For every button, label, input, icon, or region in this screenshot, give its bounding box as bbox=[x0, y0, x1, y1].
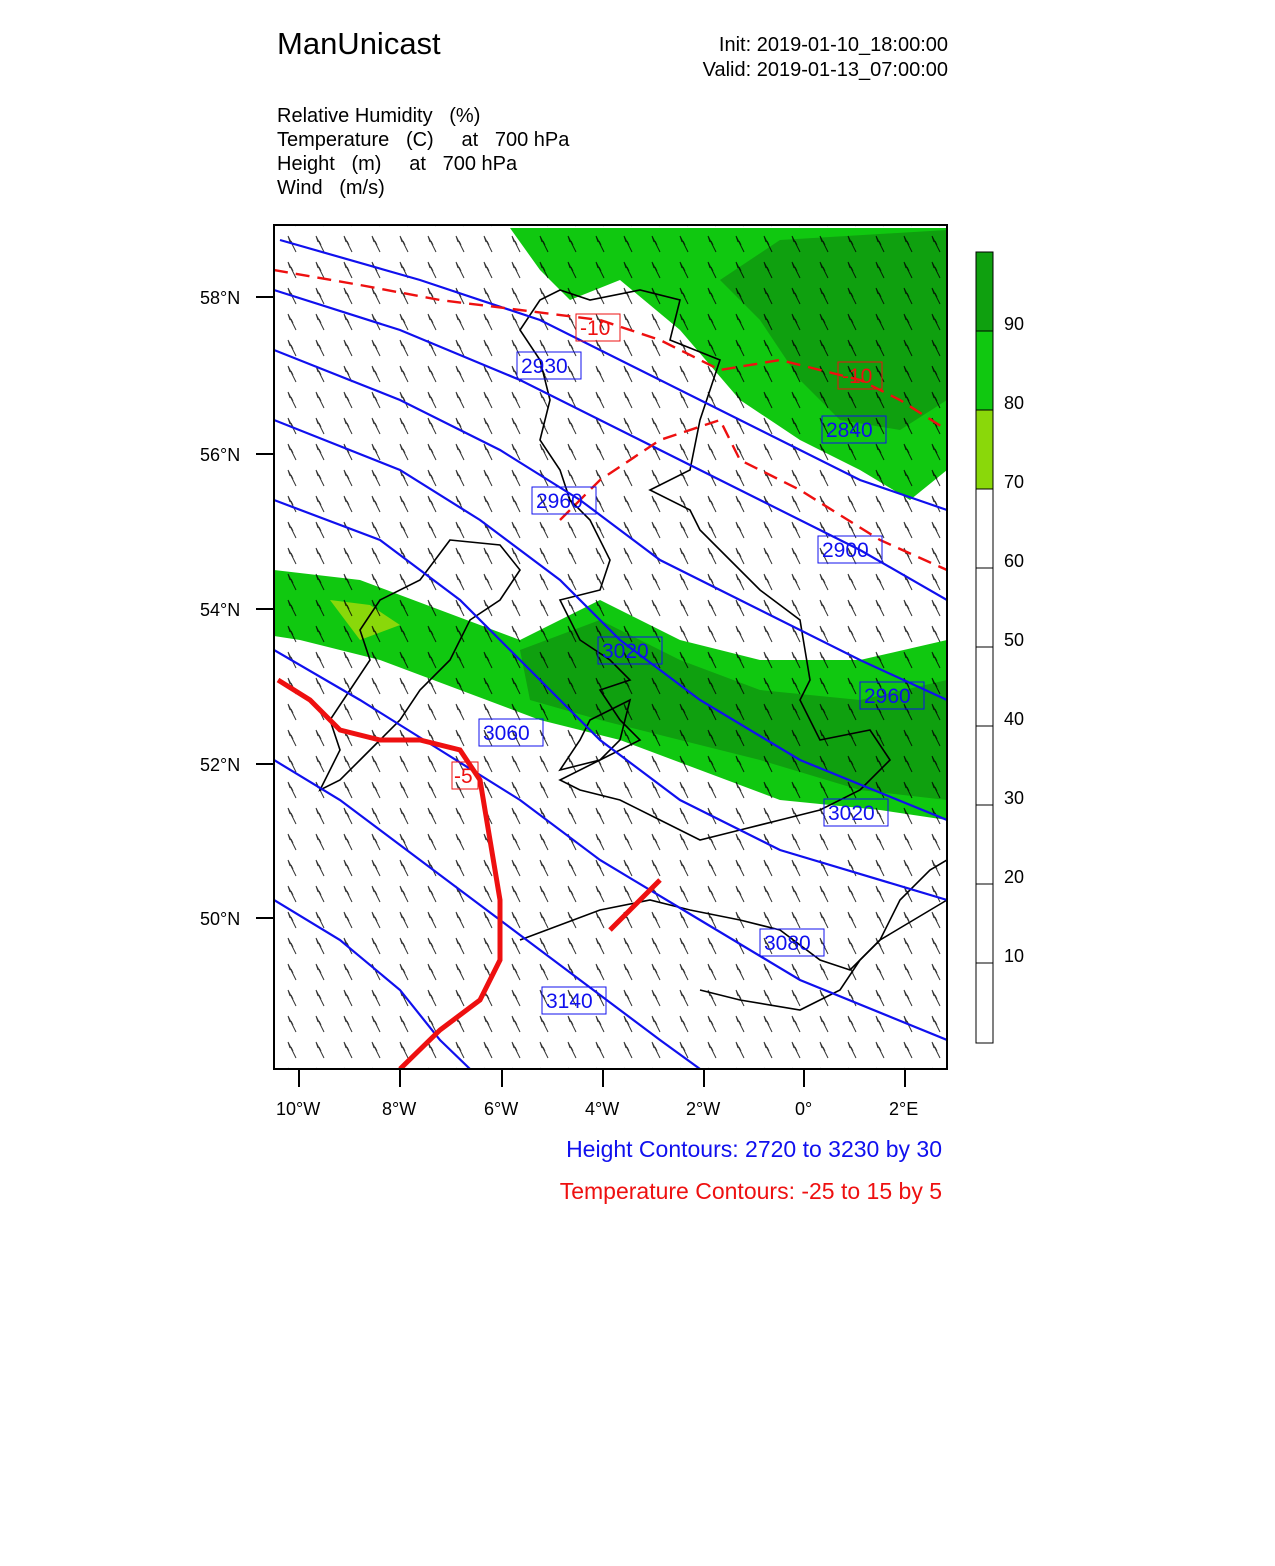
lat-tick-label: 56°N bbox=[200, 445, 241, 465]
height-label: 3080 bbox=[764, 932, 811, 955]
height-label: 3060 bbox=[483, 722, 530, 745]
colorbar-label: 60 bbox=[1004, 551, 1025, 571]
colorbar-label: 20 bbox=[1004, 867, 1025, 887]
colorbar-label: 10 bbox=[1004, 946, 1025, 966]
colorbar-bin bbox=[976, 489, 993, 568]
lat-tick-label: 50°N bbox=[200, 909, 241, 929]
model-title: ManUnicast bbox=[277, 26, 441, 61]
colorbar-bin bbox=[976, 410, 993, 489]
lat-tick-label: 54°N bbox=[200, 600, 241, 620]
lon-tick-label: 2°W bbox=[686, 1099, 721, 1119]
lat-tick-label: 58°N bbox=[200, 288, 241, 308]
colorbar-label: 30 bbox=[1004, 788, 1025, 808]
colorbar-bin bbox=[976, 647, 993, 726]
colorbar bbox=[976, 252, 1024, 1043]
lon-tick-label: 4°W bbox=[585, 1099, 620, 1119]
temp-label: -10 bbox=[842, 365, 873, 388]
height-label: 3020 bbox=[602, 640, 649, 663]
temp-label: -10 bbox=[580, 317, 611, 340]
height-contour-legend: Height Contours: 2720 to 3230 by 30 bbox=[566, 1136, 942, 1162]
height-label: 3020 bbox=[828, 802, 875, 825]
lon-tick-label: 0° bbox=[795, 1099, 813, 1119]
height-label: 2960 bbox=[536, 490, 583, 513]
lat-axis bbox=[200, 288, 274, 929]
temp-label: -5 bbox=[454, 765, 473, 788]
colorbar-bin bbox=[976, 805, 993, 884]
colorbar-bin bbox=[976, 884, 993, 963]
colorbar-label: 80 bbox=[1004, 393, 1025, 413]
colorbar-label: 50 bbox=[1004, 630, 1025, 650]
lon-tick-label: 6°W bbox=[484, 1099, 519, 1119]
colorbar-bin bbox=[976, 568, 993, 647]
colorbar-label: 90 bbox=[1004, 314, 1025, 334]
lon-tick-label: 2°E bbox=[889, 1099, 919, 1119]
colorbar-bin bbox=[976, 331, 993, 410]
colorbar-bin bbox=[976, 252, 993, 331]
height-label: 3140 bbox=[546, 990, 593, 1013]
lon-tick-label: 10°W bbox=[276, 1099, 321, 1119]
field-rh: Relative Humidity (%) bbox=[277, 105, 481, 127]
field-wind: Wind (m/s) bbox=[277, 177, 385, 199]
field-temperature: Temperature (C) at 700 hPa bbox=[277, 129, 570, 151]
colorbar-label: 70 bbox=[1004, 472, 1025, 492]
valid-time: Valid: 2019-01-13_07:00:00 bbox=[702, 59, 948, 81]
height-label: 2960 bbox=[864, 685, 911, 708]
height-label: 2900 bbox=[822, 539, 869, 562]
colorbar-bin bbox=[976, 726, 993, 805]
field-height: Height (m) at 700 hPa bbox=[277, 153, 518, 175]
lon-tick-label: 8°W bbox=[382, 1099, 417, 1119]
colorbar-bin bbox=[976, 963, 993, 1043]
lat-tick-label: 52°N bbox=[200, 755, 241, 775]
colorbar-label: 40 bbox=[1004, 709, 1025, 729]
init-time: Init: 2019-01-10_18:00:00 bbox=[718, 34, 948, 56]
temperature-contour-legend: Temperature Contours: -25 to 15 by 5 bbox=[559, 1178, 942, 1204]
lon-axis bbox=[276, 1069, 918, 1119]
height-label: 2930 bbox=[521, 355, 568, 378]
height-label: 2840 bbox=[826, 419, 873, 442]
